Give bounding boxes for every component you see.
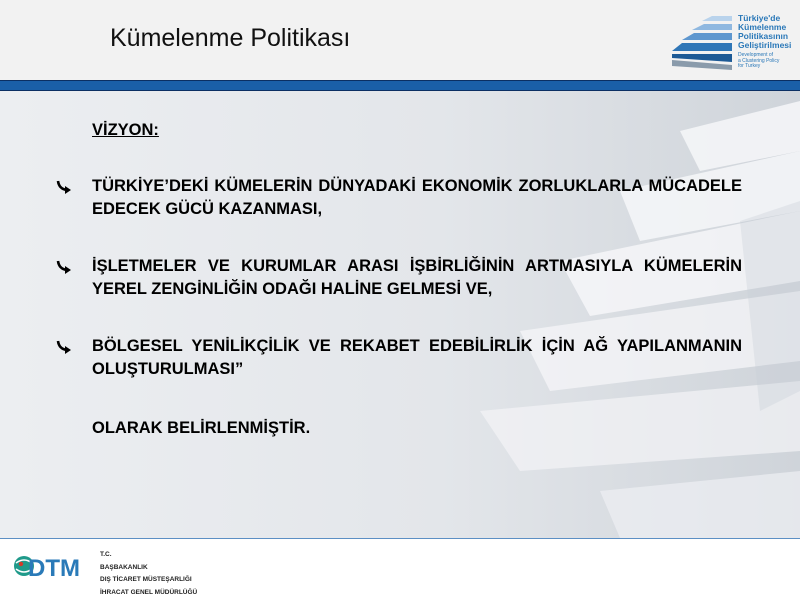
- project-logo: [672, 10, 792, 74]
- curved-arrow-icon: [55, 337, 75, 357]
- slide-title: Kümelenme Politikası: [110, 24, 351, 52]
- logo-sub-line: Development of: [738, 52, 774, 58]
- logo-line: Kümelenme: [738, 22, 787, 32]
- slide-body: [0, 91, 800, 538]
- bullet-text: İŞLETMELER VE KURUMLAR ARASI İŞBİRLİĞİNİN ARTMASIYLA KÜMELERİN YEREL ZENGİNLİĞİN ODAĞI HALİNE GELMESİ VE,: [92, 257, 742, 298]
- bullet-text: TÜRKİYE’DEKİ KÜMELERİN DÜNYADAKİ EKONOMİK ZORLUKLARLA MÜCADELE EDECEK GÜCÜ KAZANMASI,: [92, 177, 742, 218]
- org-line: T.C.: [100, 551, 112, 558]
- header-divider: [0, 80, 800, 91]
- logo-line: Politikasının: [738, 31, 789, 41]
- logo-sub-line: for Turkey: [738, 63, 761, 70]
- logo-line: Geliştirilmesi: [738, 40, 792, 50]
- dtm-brand-text: DTM: [28, 555, 80, 581]
- stacked-layers-icon: [672, 10, 742, 74]
- slide-header: [0, 0, 800, 80]
- curved-arrow-icon: [55, 257, 75, 277]
- bullet-text: BÖLGESEL YENİLİKÇİLİK VE REKABET EDEBİLİRLİK İÇİN AĞ YAPILANMANIN OLUŞTURULMASI”: [92, 337, 742, 378]
- section-heading: VİZYON:: [92, 121, 159, 139]
- slide-footer: [0, 538, 800, 601]
- curved-arrow-icon: [55, 177, 75, 197]
- org-line: BAŞBAKANLIK: [100, 563, 148, 571]
- logo-subtitle: [738, 53, 794, 70]
- slide-content: [0, 91, 800, 538]
- conclusion-text: OLARAK BELİRLENMİŞTİR.: [92, 419, 311, 437]
- org-line: DIŞ TİCARET MÜSTEŞARLIĞI: [100, 576, 192, 583]
- organization-info: [100, 549, 197, 599]
- org-line: İHRACAT GENEL MÜDÜRLÜĞÜ: [100, 588, 198, 596]
- logo-line: Türkiye'de: [738, 13, 781, 23]
- logo-title: [738, 14, 794, 50]
- logo-sub-line: a Clustering Policy: [738, 57, 780, 64]
- dtm-logo: [12, 551, 82, 581]
